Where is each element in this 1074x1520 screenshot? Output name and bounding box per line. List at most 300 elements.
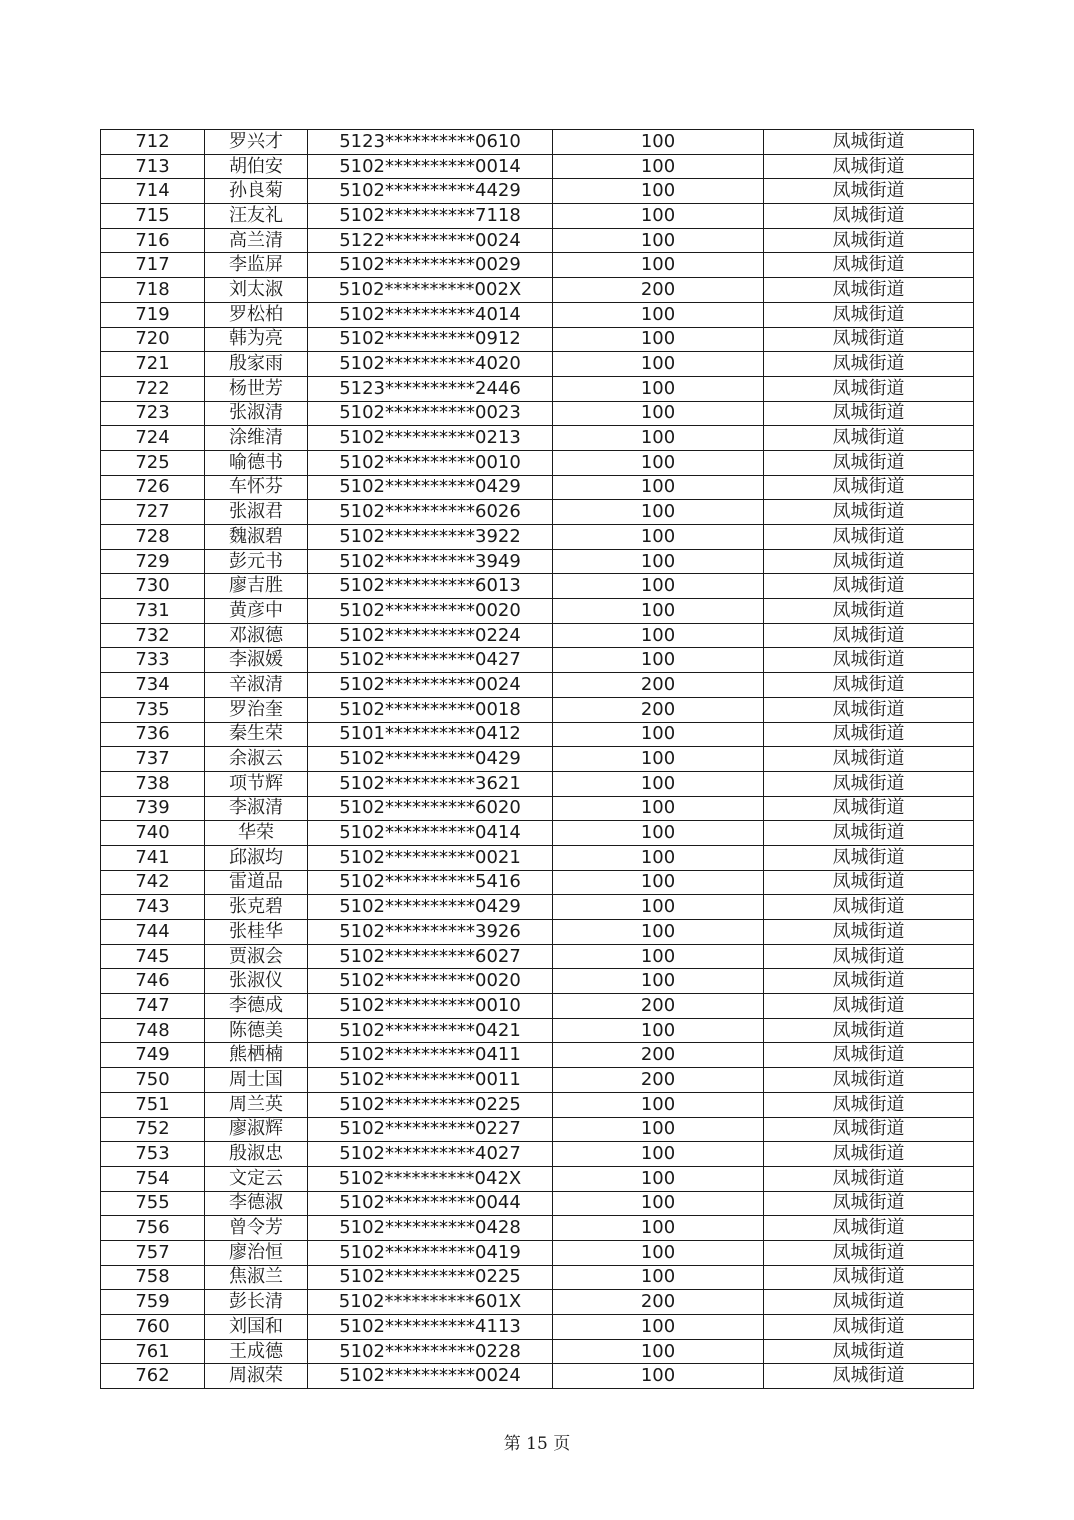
row-number-cell: 753 — [101, 1142, 205, 1167]
amount-cell: 100 — [553, 1191, 764, 1216]
table-row — [101, 475, 974, 500]
id-number-cell: 5102**********4020 — [308, 352, 553, 377]
row-number-cell: 717 — [101, 253, 205, 278]
row-number-cell: 722 — [101, 376, 205, 401]
area-cell: 凤城街道 — [764, 327, 974, 352]
name-cell: 李淑清 — [205, 796, 308, 821]
area-cell: 凤城街道 — [764, 599, 974, 624]
amount-cell: 100 — [553, 376, 764, 401]
amount-cell: 200 — [553, 1043, 764, 1068]
name-cell: 秦生荣 — [205, 722, 308, 747]
amount-cell: 100 — [553, 1339, 764, 1364]
name-cell: 张淑清 — [205, 401, 308, 426]
id-number-cell: 5123**********0610 — [308, 130, 553, 155]
row-number-cell: 713 — [101, 154, 205, 179]
area-cell: 凤城街道 — [764, 525, 974, 550]
name-cell: 邓淑德 — [205, 623, 308, 648]
table-row — [101, 228, 974, 253]
row-number-cell: 723 — [101, 401, 205, 426]
row-number-cell: 746 — [101, 969, 205, 994]
id-number-cell: 5102**********0224 — [308, 623, 553, 648]
id-number-cell: 5102**********0411 — [308, 1043, 553, 1068]
table-row — [101, 401, 974, 426]
area-cell: 凤城街道 — [764, 475, 974, 500]
id-number-cell: 5102**********0020 — [308, 969, 553, 994]
row-number-cell: 726 — [101, 475, 205, 500]
area-cell: 凤城街道 — [764, 228, 974, 253]
id-number-cell: 5102**********0011 — [308, 1068, 553, 1093]
id-number-cell: 5102**********0225 — [308, 1265, 553, 1290]
amount-cell: 100 — [553, 204, 764, 229]
amount-cell: 100 — [553, 327, 764, 352]
id-number-cell: 5102**********4113 — [308, 1315, 553, 1340]
id-number-cell: 5102**********3926 — [308, 920, 553, 945]
table-row — [101, 623, 974, 648]
id-number-cell: 5102**********0018 — [308, 697, 553, 722]
table-row — [101, 920, 974, 945]
area-cell: 凤城街道 — [764, 747, 974, 772]
amount-cell: 100 — [553, 623, 764, 648]
id-number-cell: 5102**********0429 — [308, 475, 553, 500]
row-number-cell: 732 — [101, 623, 205, 648]
row-number-cell: 734 — [101, 673, 205, 698]
amount-cell: 100 — [553, 944, 764, 969]
page-number: 第 15 页 — [503, 1434, 571, 1454]
table-row — [101, 525, 974, 550]
amount-cell: 200 — [553, 1290, 764, 1315]
table-row — [101, 969, 974, 994]
name-cell: 张淑仪 — [205, 969, 308, 994]
name-cell: 焦淑兰 — [205, 1265, 308, 1290]
area-cell: 凤城街道 — [764, 278, 974, 303]
table-row — [101, 994, 974, 1019]
row-number-cell: 729 — [101, 549, 205, 574]
row-number-cell: 758 — [101, 1265, 205, 1290]
row-number-cell: 751 — [101, 1092, 205, 1117]
row-number-cell: 739 — [101, 796, 205, 821]
name-cell: 廖吉胜 — [205, 574, 308, 599]
area-cell: 凤城街道 — [764, 969, 974, 994]
name-cell: 高兰清 — [205, 228, 308, 253]
area-cell: 凤城街道 — [764, 1265, 974, 1290]
amount-cell: 100 — [553, 1216, 764, 1241]
name-cell: 辛淑清 — [205, 673, 308, 698]
id-number-cell: 5102**********0213 — [308, 426, 553, 451]
row-number-cell: 760 — [101, 1315, 205, 1340]
table-row — [101, 302, 974, 327]
amount-cell: 100 — [553, 549, 764, 574]
amount-cell: 100 — [553, 920, 764, 945]
area-cell: 凤城街道 — [764, 870, 974, 895]
row-number-cell: 720 — [101, 327, 205, 352]
name-cell: 项节辉 — [205, 771, 308, 796]
area-cell: 凤城街道 — [764, 574, 974, 599]
row-number-cell: 712 — [101, 130, 205, 155]
area-cell: 凤城街道 — [764, 1068, 974, 1093]
id-number-cell: 5102**********6026 — [308, 500, 553, 525]
row-number-cell: 757 — [101, 1240, 205, 1265]
row-number-cell: 728 — [101, 525, 205, 550]
id-number-cell: 5102**********0029 — [308, 253, 553, 278]
id-number-cell: 5102**********0024 — [308, 1364, 553, 1389]
id-number-cell: 5102**********0428 — [308, 1216, 553, 1241]
row-number-cell: 724 — [101, 426, 205, 451]
table-row — [101, 549, 974, 574]
amount-cell: 100 — [553, 401, 764, 426]
area-cell: 凤城街道 — [764, 771, 974, 796]
area-cell: 凤城街道 — [764, 1018, 974, 1043]
area-cell: 凤城街道 — [764, 253, 974, 278]
area-cell: 凤城街道 — [764, 179, 974, 204]
table-row — [101, 870, 974, 895]
area-cell: 凤城街道 — [764, 450, 974, 475]
name-cell: 李淑媛 — [205, 648, 308, 673]
amount-cell: 100 — [553, 648, 764, 673]
table-row — [101, 895, 974, 920]
id-number-cell: 5102**********0225 — [308, 1092, 553, 1117]
area-cell: 凤城街道 — [764, 1142, 974, 1167]
table-row — [101, 845, 974, 870]
row-number-cell: 747 — [101, 994, 205, 1019]
id-number-cell: 5102**********0023 — [308, 401, 553, 426]
table-row — [101, 253, 974, 278]
table-row — [101, 697, 974, 722]
row-number-cell: 735 — [101, 697, 205, 722]
area-cell: 凤城街道 — [764, 648, 974, 673]
area-cell: 凤城街道 — [764, 376, 974, 401]
id-number-cell: 5102**********042X — [308, 1166, 553, 1191]
table-row — [101, 376, 974, 401]
amount-cell: 100 — [553, 1265, 764, 1290]
area-cell: 凤城街道 — [764, 302, 974, 327]
row-number-cell: 731 — [101, 599, 205, 624]
table-row — [101, 500, 974, 525]
area-cell: 凤城街道 — [764, 1092, 974, 1117]
amount-cell: 100 — [553, 1315, 764, 1340]
table-row — [101, 673, 974, 698]
name-cell: 魏淑碧 — [205, 525, 308, 550]
row-number-cell: 754 — [101, 1166, 205, 1191]
row-number-cell: 745 — [101, 944, 205, 969]
name-cell: 喻德书 — [205, 450, 308, 475]
area-cell: 凤城街道 — [764, 1166, 974, 1191]
amount-cell: 100 — [553, 796, 764, 821]
amount-cell: 100 — [553, 475, 764, 500]
table-row — [101, 179, 974, 204]
amount-cell: 100 — [553, 1364, 764, 1389]
area-cell: 凤城街道 — [764, 401, 974, 426]
id-number-cell: 5123**********2446 — [308, 376, 553, 401]
area-cell: 凤城街道 — [764, 796, 974, 821]
row-number-cell: 715 — [101, 204, 205, 229]
name-cell: 李德成 — [205, 994, 308, 1019]
id-number-cell: 5102**********6027 — [308, 944, 553, 969]
amount-cell: 100 — [553, 870, 764, 895]
table-row — [101, 599, 974, 624]
area-cell: 凤城街道 — [764, 623, 974, 648]
amount-cell: 100 — [553, 228, 764, 253]
id-number-cell: 5102**********0421 — [308, 1018, 553, 1043]
amount-cell: 100 — [553, 722, 764, 747]
id-number-cell: 5102**********4014 — [308, 302, 553, 327]
table-row — [101, 327, 974, 352]
amount-cell: 100 — [553, 130, 764, 155]
name-cell: 殷家雨 — [205, 352, 308, 377]
id-number-cell: 5102**********3949 — [308, 549, 553, 574]
name-cell: 孙良菊 — [205, 179, 308, 204]
amount-cell: 200 — [553, 1068, 764, 1093]
area-cell: 凤城街道 — [764, 845, 974, 870]
amount-cell: 100 — [553, 1166, 764, 1191]
id-number-cell: 5102**********0429 — [308, 747, 553, 772]
table-row — [101, 1364, 974, 1389]
name-cell: 胡伯安 — [205, 154, 308, 179]
row-number-cell: 748 — [101, 1018, 205, 1043]
name-cell: 周淑荣 — [205, 1364, 308, 1389]
area-cell: 凤城街道 — [764, 1315, 974, 1340]
row-number-cell: 730 — [101, 574, 205, 599]
id-number-cell: 5102**********0024 — [308, 673, 553, 698]
name-cell: 车怀芬 — [205, 475, 308, 500]
name-cell: 张克碧 — [205, 895, 308, 920]
table-row — [101, 1018, 974, 1043]
table-row — [101, 1092, 974, 1117]
row-number-cell: 743 — [101, 895, 205, 920]
row-number-cell: 714 — [101, 179, 205, 204]
amount-cell: 100 — [553, 1240, 764, 1265]
name-cell: 华荣 — [205, 821, 308, 846]
table-row — [101, 1240, 974, 1265]
row-number-cell: 744 — [101, 920, 205, 945]
name-cell: 廖治恒 — [205, 1240, 308, 1265]
id-number-cell: 5102**********6013 — [308, 574, 553, 599]
row-number-cell: 725 — [101, 450, 205, 475]
row-number-cell: 727 — [101, 500, 205, 525]
row-number-cell: 755 — [101, 1191, 205, 1216]
row-number-cell: 752 — [101, 1117, 205, 1142]
name-cell: 王成德 — [205, 1339, 308, 1364]
name-cell: 贾淑会 — [205, 944, 308, 969]
name-cell: 李监屏 — [205, 253, 308, 278]
name-cell: 张淑君 — [205, 500, 308, 525]
name-cell: 罗兴才 — [205, 130, 308, 155]
id-number-cell: 5102**********0010 — [308, 450, 553, 475]
name-cell: 殷淑忠 — [205, 1142, 308, 1167]
name-cell: 彭元书 — [205, 549, 308, 574]
area-cell: 凤城街道 — [764, 920, 974, 945]
id-number-cell: 5102**********0014 — [308, 154, 553, 179]
amount-cell: 100 — [553, 599, 764, 624]
area-cell: 凤城街道 — [764, 130, 974, 155]
area-cell: 凤城街道 — [764, 1364, 974, 1389]
roster-table-body — [101, 130, 974, 1389]
name-cell: 文定云 — [205, 1166, 308, 1191]
table-row — [101, 648, 974, 673]
id-number-cell: 5102**********4429 — [308, 179, 553, 204]
area-cell: 凤城街道 — [764, 1339, 974, 1364]
area-cell: 凤城街道 — [764, 426, 974, 451]
table-row — [101, 722, 974, 747]
name-cell: 熊栖楠 — [205, 1043, 308, 1068]
id-number-cell: 5101**********0412 — [308, 722, 553, 747]
row-number-cell: 740 — [101, 821, 205, 846]
id-number-cell: 5102**********0419 — [308, 1240, 553, 1265]
area-cell: 凤城街道 — [764, 673, 974, 698]
row-number-cell: 737 — [101, 747, 205, 772]
table-row — [101, 1339, 974, 1364]
area-cell: 凤城街道 — [764, 697, 974, 722]
area-cell: 凤城街道 — [764, 154, 974, 179]
row-number-cell: 759 — [101, 1290, 205, 1315]
name-cell: 罗松柏 — [205, 302, 308, 327]
amount-cell: 100 — [553, 969, 764, 994]
table-row — [101, 1142, 974, 1167]
amount-cell: 100 — [553, 500, 764, 525]
table-row — [101, 352, 974, 377]
row-number-cell: 721 — [101, 352, 205, 377]
amount-cell: 100 — [553, 821, 764, 846]
amount-cell: 100 — [553, 771, 764, 796]
row-number-cell: 719 — [101, 302, 205, 327]
amount-cell: 100 — [553, 179, 764, 204]
area-cell: 凤城街道 — [764, 549, 974, 574]
area-cell: 凤城街道 — [764, 944, 974, 969]
row-number-cell: 762 — [101, 1364, 205, 1389]
table-row — [101, 130, 974, 155]
table-row — [101, 1191, 974, 1216]
table-row — [101, 1043, 974, 1068]
amount-cell: 200 — [553, 278, 764, 303]
area-cell: 凤城街道 — [764, 1290, 974, 1315]
table-row — [101, 450, 974, 475]
amount-cell: 100 — [553, 302, 764, 327]
row-number-cell: 761 — [101, 1339, 205, 1364]
amount-cell: 100 — [553, 895, 764, 920]
name-cell: 余淑云 — [205, 747, 308, 772]
area-cell: 凤城街道 — [764, 895, 974, 920]
area-cell: 凤城街道 — [764, 500, 974, 525]
amount-cell: 100 — [553, 1117, 764, 1142]
table-row — [101, 1265, 974, 1290]
amount-cell: 100 — [553, 154, 764, 179]
name-cell: 廖淑辉 — [205, 1117, 308, 1142]
amount-cell: 200 — [553, 673, 764, 698]
id-number-cell: 5102**********0020 — [308, 599, 553, 624]
id-number-cell: 5102**********0429 — [308, 895, 553, 920]
name-cell: 彭长清 — [205, 1290, 308, 1315]
name-cell: 邱淑均 — [205, 845, 308, 870]
name-cell: 黄彦中 — [205, 599, 308, 624]
row-number-cell: 738 — [101, 771, 205, 796]
name-cell: 罗治奎 — [205, 697, 308, 722]
id-number-cell: 5102**********0414 — [308, 821, 553, 846]
table-row — [101, 821, 974, 846]
row-number-cell: 733 — [101, 648, 205, 673]
table-row — [101, 426, 974, 451]
table-row — [101, 944, 974, 969]
table-row — [101, 154, 974, 179]
area-cell: 凤城街道 — [764, 352, 974, 377]
id-number-cell: 5102**********3621 — [308, 771, 553, 796]
amount-cell: 100 — [553, 845, 764, 870]
table-row — [101, 747, 974, 772]
area-cell: 凤城街道 — [764, 1043, 974, 1068]
table-row — [101, 1290, 974, 1315]
name-cell: 周兰英 — [205, 1092, 308, 1117]
id-number-cell: 5102**********3922 — [308, 525, 553, 550]
amount-cell: 100 — [553, 1018, 764, 1043]
amount-cell: 100 — [553, 253, 764, 278]
name-cell: 韩为亮 — [205, 327, 308, 352]
table-row — [101, 771, 974, 796]
amount-cell: 200 — [553, 697, 764, 722]
amount-cell: 100 — [553, 747, 764, 772]
area-cell: 凤城街道 — [764, 821, 974, 846]
row-number-cell: 716 — [101, 228, 205, 253]
amount-cell: 100 — [553, 574, 764, 599]
id-number-cell: 5102**********0021 — [308, 845, 553, 870]
roster-table — [100, 129, 974, 1389]
id-number-cell: 5102**********002X — [308, 278, 553, 303]
area-cell: 凤城街道 — [764, 994, 974, 1019]
name-cell: 涂维清 — [205, 426, 308, 451]
name-cell: 李德淑 — [205, 1191, 308, 1216]
table-row — [101, 796, 974, 821]
name-cell: 张桂华 — [205, 920, 308, 945]
id-number-cell: 5102**********0044 — [308, 1191, 553, 1216]
area-cell: 凤城街道 — [764, 1216, 974, 1241]
area-cell: 凤城街道 — [764, 722, 974, 747]
amount-cell: 200 — [553, 994, 764, 1019]
name-cell: 刘国和 — [205, 1315, 308, 1340]
row-number-cell: 742 — [101, 870, 205, 895]
id-number-cell: 5122**********0024 — [308, 228, 553, 253]
amount-cell: 100 — [553, 352, 764, 377]
name-cell: 刘太淑 — [205, 278, 308, 303]
name-cell: 雷道品 — [205, 870, 308, 895]
id-number-cell: 5102**********0010 — [308, 994, 553, 1019]
amount-cell: 100 — [553, 525, 764, 550]
table-row — [101, 574, 974, 599]
row-number-cell: 756 — [101, 1216, 205, 1241]
table-row — [101, 278, 974, 303]
name-cell: 汪友礼 — [205, 204, 308, 229]
amount-cell: 100 — [553, 426, 764, 451]
row-number-cell: 718 — [101, 278, 205, 303]
name-cell: 杨世芳 — [205, 376, 308, 401]
id-number-cell: 5102**********5416 — [308, 870, 553, 895]
id-number-cell: 5102**********0427 — [308, 648, 553, 673]
table-row — [101, 1068, 974, 1093]
id-number-cell: 5102**********0227 — [308, 1117, 553, 1142]
id-number-cell: 5102**********0228 — [308, 1339, 553, 1364]
amount-cell: 100 — [553, 450, 764, 475]
name-cell: 陈德美 — [205, 1018, 308, 1043]
table-row — [101, 204, 974, 229]
id-number-cell: 5102**********0912 — [308, 327, 553, 352]
row-number-cell: 736 — [101, 722, 205, 747]
id-number-cell: 5102**********6020 — [308, 796, 553, 821]
row-number-cell: 741 — [101, 845, 205, 870]
table-row — [101, 1315, 974, 1340]
id-number-cell: 5102**********4027 — [308, 1142, 553, 1167]
area-cell: 凤城街道 — [764, 1240, 974, 1265]
amount-cell: 100 — [553, 1142, 764, 1167]
table-row — [101, 1166, 974, 1191]
area-cell: 凤城街道 — [764, 1117, 974, 1142]
area-cell: 凤城街道 — [764, 1191, 974, 1216]
name-cell: 周士国 — [205, 1068, 308, 1093]
